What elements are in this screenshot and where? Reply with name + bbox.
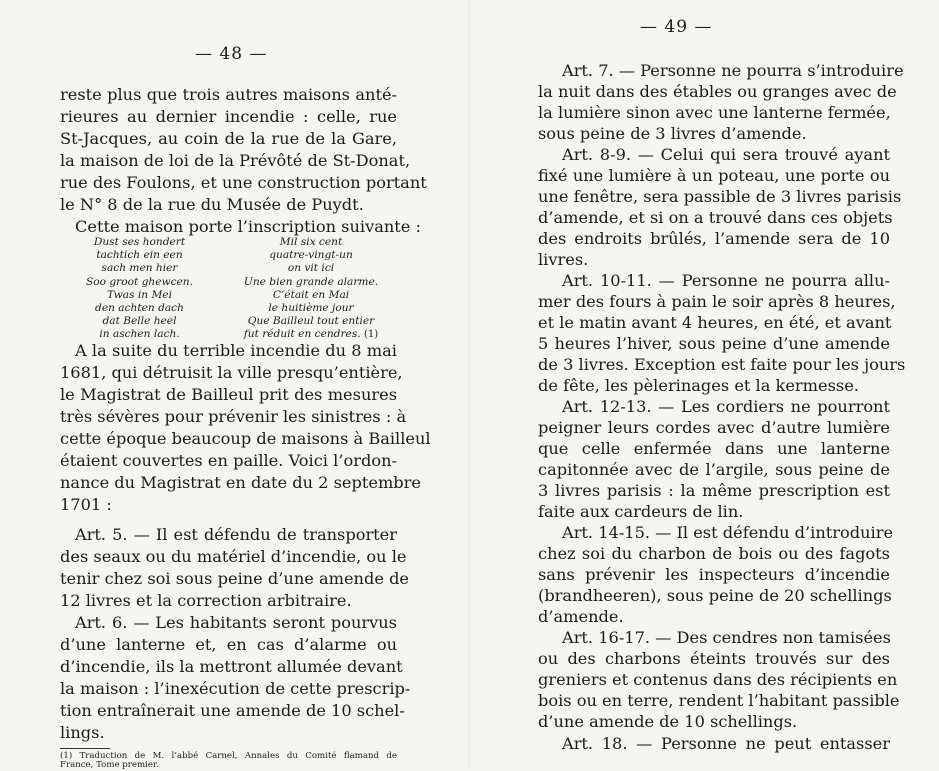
poem-line: Soo groot ghewcen. — [86, 275, 193, 288]
text-line: rieures au dernier incendie : celle, rue — [60, 107, 397, 126]
text-line: A la suite du terrible incendie du 8 mai — [75, 341, 397, 360]
text-line: Art. 18. — Personne ne peut entasser — [562, 734, 890, 753]
poem-line: C’était en Mai — [272, 288, 350, 301]
footnote-rule — [60, 748, 110, 749]
poem-line: Mil six cent — [279, 236, 343, 248]
text-line: la nuit dans des étables ou granges avec de — [538, 82, 897, 101]
text-line: des endroits brûlés, l’amende sera de 10 — [538, 229, 890, 248]
text-line: très sévères pour prévenir les sinistres : à — [60, 407, 407, 426]
text-line: la maison de loi de la Prévôté de St-Donat, — [60, 151, 411, 170]
text-line: le N° 8 de la rue du Musée de Puydt. — [60, 195, 364, 214]
footnote-line: France, Tome premier. — [60, 760, 159, 770]
text-line: le Magistrat de Bailleul prit des mesures — [60, 385, 397, 404]
text-line: Art. 16-17. — Des cendres non tamisées — [562, 628, 891, 647]
text-line: tion entraînerait une amende de 10 schel- — [60, 701, 405, 720]
text-line: tenir chez soi sous peine d’une amende de — [60, 569, 410, 588]
poem-line: on vit ici — [287, 262, 335, 275]
text-line: St-Jacques, au coin de la rue de la Gare, — [60, 129, 397, 148]
right-page — [470, 0, 939, 768]
text-line: fixé une lumière à un poteau, une porte ou — [538, 166, 890, 185]
poem-line: Que Bailleul tout entier — [247, 315, 375, 328]
text-line: Art. 5. — Il est défendu de transporter — [75, 525, 397, 544]
text-line: Art. 7. — Personne ne pourra s’introduire — [562, 61, 904, 80]
text-line: sans prévenir les inspecteurs d’incendie — [538, 565, 890, 584]
inscription-intro: Cette maison porte l’inscription suivante : — [75, 217, 421, 236]
text-line: chez soi du charbon de bois ou des fagots — [538, 544, 890, 563]
poem-line-text: fut réduit en cendres. — [243, 328, 361, 341]
left-page — [0, 0, 470, 768]
text-line: Art. 12-13. — Les cordiers ne pourront — [562, 397, 890, 416]
text-line: d’une amende de 10 schellings. — [538, 712, 798, 731]
text-line: cette époque beaucoup de maisons à Bailleul — [60, 429, 431, 448]
text-line: (brandheeren), sous peine de 20 schellings — [538, 586, 892, 605]
text-line: d’amende. — [538, 607, 624, 626]
text-line: 1701 : — [60, 495, 112, 514]
text-line: des seaux ou du matériel d’incendie, ou le — [60, 547, 407, 566]
text-line: capitonnée avec de l’argile, sous peine de — [538, 460, 890, 479]
text-line: que celle enfermée dans une lanterne — [538, 439, 890, 458]
text-line: une fenêtre, sera passible de 3 livres parisis — [538, 187, 902, 206]
page-number-left: — 48 — — [195, 44, 268, 64]
text-line: Art. 10-11. — Personne ne pourra allu- — [562, 271, 890, 290]
poem-line: den achten dach — [95, 301, 184, 314]
footnote-marker: (1) — [363, 329, 379, 341]
text-line: de 3 livres. Exception est faite pour les jours — [538, 355, 906, 374]
text-line: Art. 14-15. — Il est défendu d’introduire — [562, 523, 894, 542]
text-line: mer des fours à pain le soir après 8 heures, — [538, 292, 896, 311]
text-line: la lumière sinon avec une lanterne fermée, — [538, 103, 891, 122]
text-line: livres. — [538, 250, 589, 269]
text-line: bois ou en terre, rendent l’habitant passible — [538, 691, 900, 710]
text-line: 5 heures l’hiver, sous peine d’une amende — [538, 334, 890, 353]
text-line: d’une lanterne et, en cas d’alarme ou — [60, 635, 397, 654]
text-line: lings. — [60, 723, 105, 742]
poem-line: tachtich ein een — [96, 249, 183, 262]
text-line: 12 livres et la correction arbitraire. — [60, 591, 352, 610]
text-line: 1681, qui détruisit la ville presqu’entière, — [60, 363, 403, 382]
text-line: sous peine de 3 livres d’amende. — [538, 124, 807, 143]
page-number-right: — 49 — — [640, 17, 713, 37]
text-line: peigner leurs cordes avec d’autre lumière — [538, 418, 890, 437]
text-line: nance du Magistrat en date du 2 septembre — [60, 473, 421, 492]
poem-line: in aschen lach. — [99, 328, 180, 341]
poem-line: quatre-vingt-un — [269, 249, 353, 262]
text-line: d’amende, et si on a trouvé dans ces objets — [538, 208, 893, 227]
text-line: la maison : l’inexécution de cette prescrip- — [60, 679, 411, 698]
text-line: Art. 8-9. — Celui qui sera trouvé ayant — [562, 145, 890, 164]
poem-line: le huitième jour — [268, 301, 354, 314]
text-line: d’incendie, ils la mettront allumée devant — [60, 657, 403, 676]
text-line: greniers et contenus dans des récipients en — [538, 670, 898, 689]
text-line: Art. 6. — Les habitants seront pourvus — [75, 613, 397, 632]
text-line: faite aux cardeurs de lin. — [538, 502, 744, 521]
text-line: 3 livres parisis : la même prescription est — [538, 481, 890, 500]
poem-line: dat Belle heel — [102, 315, 177, 328]
poem-line: Une bien grande alarme. — [243, 275, 379, 288]
poem-line: Twas in Mei — [107, 288, 172, 301]
poem-flemish — [82, 236, 197, 342]
text-line: étaient couvertes en paille. Voici l’ordon- — [60, 451, 397, 470]
text-line: ou des charbons éteints trouvés sur des — [538, 649, 890, 668]
text-line: rue des Foulons, et une construction portant — [60, 173, 427, 192]
footnote-line: (1) Traduction de M. l’abbé Carnel, Annales du Comité flamand de — [60, 751, 397, 761]
text-line: et le matin avant 4 heures, en été, et avant — [538, 313, 892, 332]
poem-line: Dust ses hondert — [93, 236, 186, 248]
poem-line: sach men hier — [101, 262, 178, 275]
poem-french — [236, 236, 386, 342]
text-line: de fête, les pèlerinages et la kermesse. — [538, 376, 859, 395]
text-line: reste plus que trois autres maisons anté- — [60, 85, 397, 104]
